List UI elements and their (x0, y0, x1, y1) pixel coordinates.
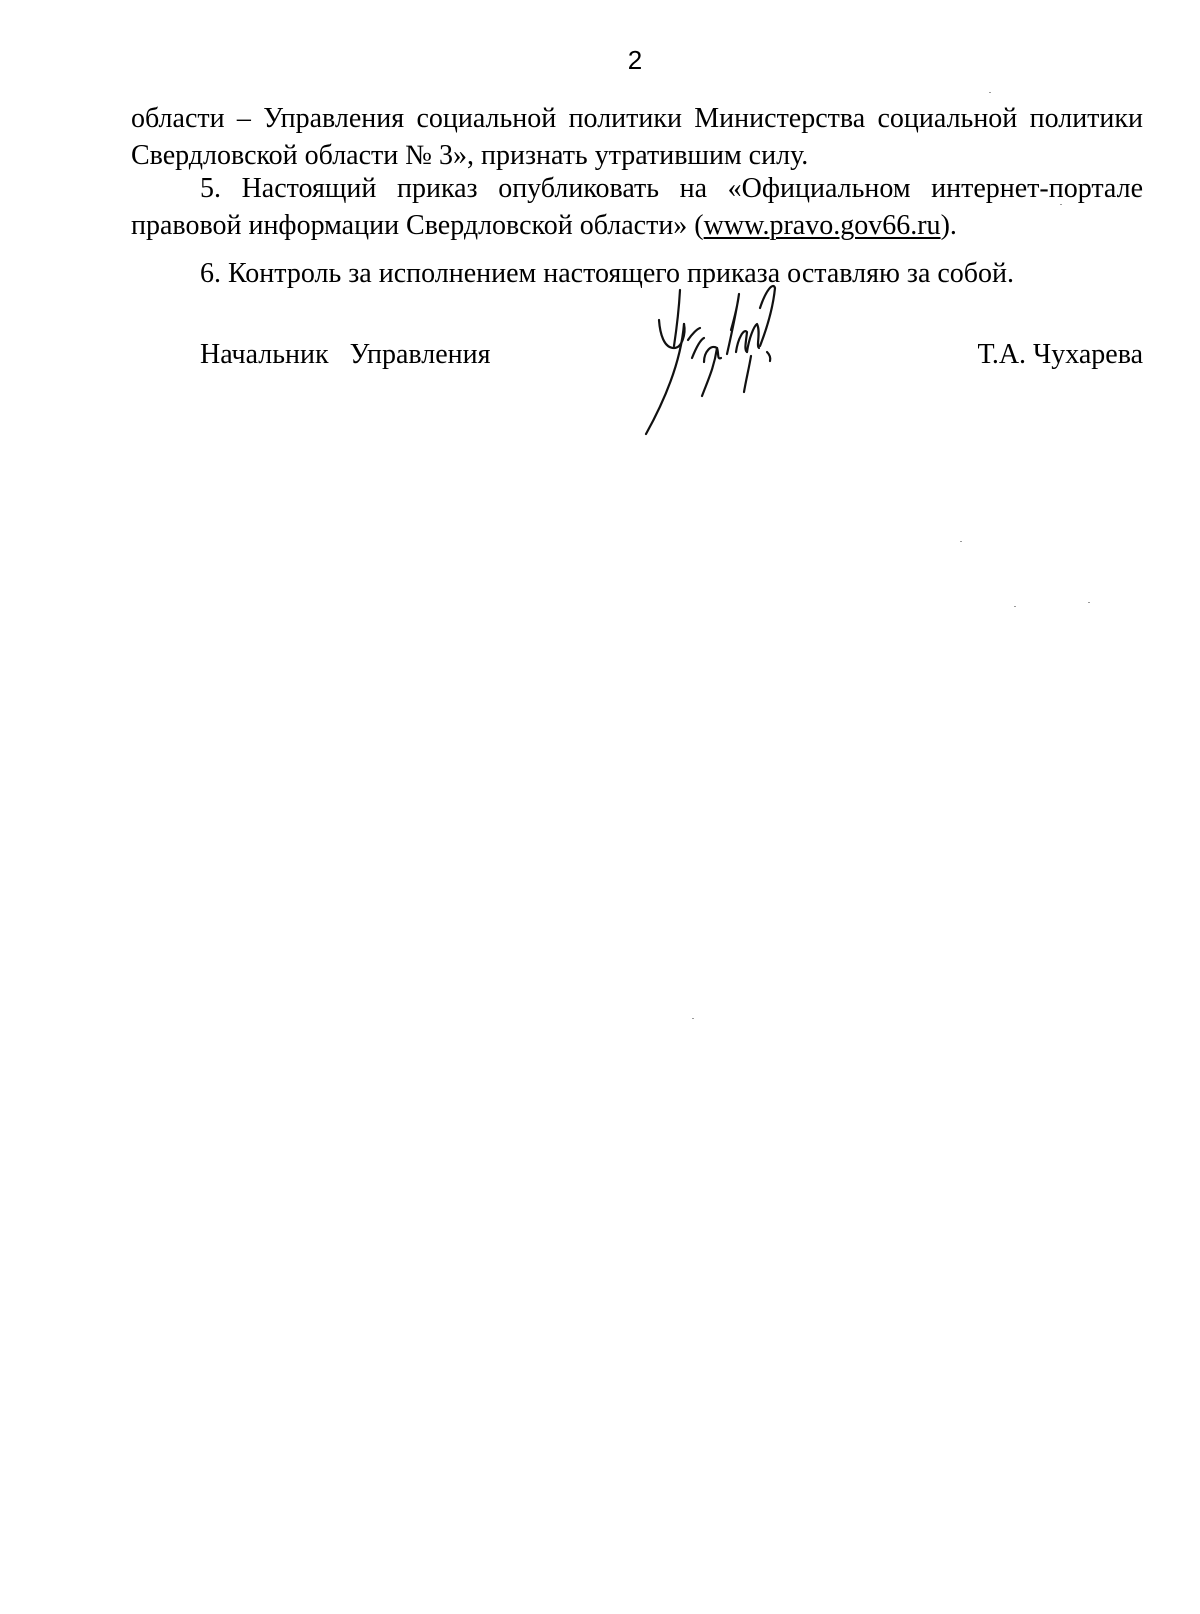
scan-speck (692, 1018, 694, 1019)
paragraph-6: 6. Контроль за исполнением настоящего приказа оставляю за собой. (200, 258, 1015, 289)
scan-speck (1060, 204, 1062, 205)
handwritten-signature (640, 268, 810, 453)
signer-name: Т.А. Чухарева (977, 339, 1143, 370)
scan-speck (1088, 602, 1090, 603)
scan-speck (989, 92, 991, 93)
paragraph-5-closing: ). (940, 210, 957, 241)
scan-speck (960, 541, 962, 542)
paragraph-5 (131, 170, 1143, 244)
page-number: 2 (627, 45, 643, 75)
paragraph-5-text: 5. Настоящий приказ опубликовать на «Официальном интернет-портале правовой информации Свердловской области» ( (131, 173, 1143, 241)
signer-title: Начальник Управления (200, 339, 491, 370)
paragraph-continuation: области – Управления социальной политики Министерства социальной политики Свердловской области № 3», признать утратившим силу. (131, 103, 1143, 171)
portal-link[interactable]: www.pravo.gov66.ru (703, 210, 941, 241)
scan-speck (1014, 606, 1016, 607)
